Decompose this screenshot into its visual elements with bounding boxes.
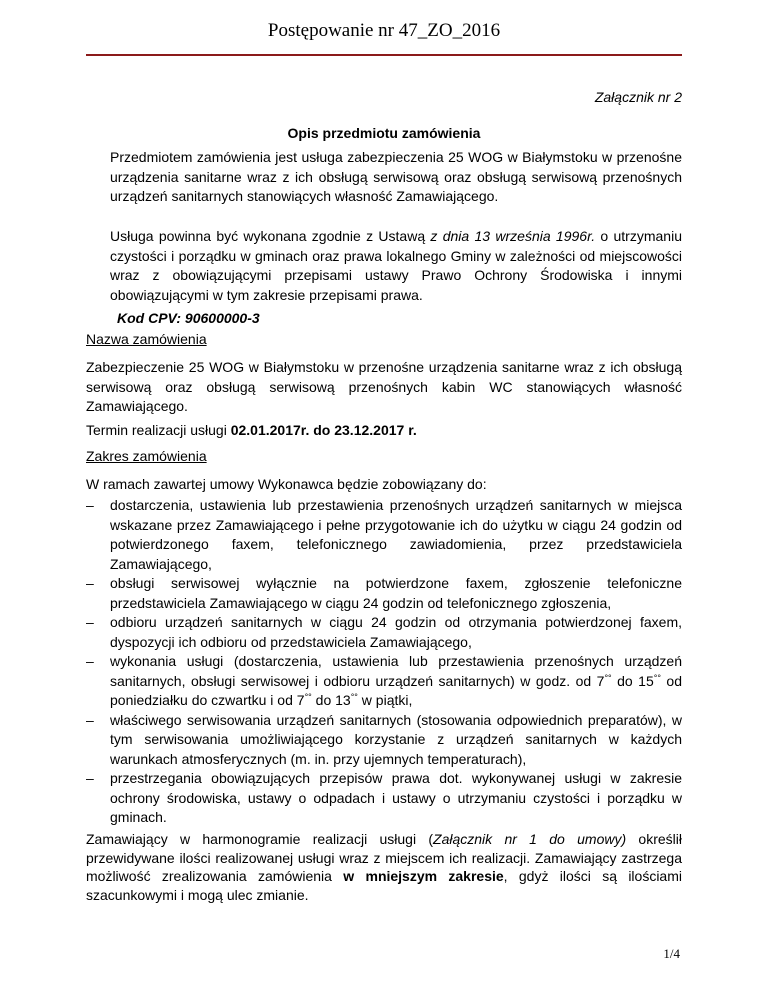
list-item-text: obsługi serwisowej wyłącznie na potwierdzone faxem, zgłoszenie telefoniczne przedstawiciela Zamawiającego w ciągu 24 godzin od telefonicznego zgłoszenia, [110,575,682,611]
dash-bullet: – [86,497,94,513]
page-header-title: Postępowanie nr 47_ZO_2016 [267,20,501,41]
list-item [86,496,682,574]
list-item [86,574,682,613]
header-rule [86,54,682,56]
hours-sup-4: °° [350,692,358,702]
document-title: Opis przedmiotu zamówienia [287,125,481,141]
obligations-list [86,496,682,828]
dash-bullet: – [86,614,94,630]
termin-line [86,421,682,441]
dash-bullet: – [86,770,94,786]
termin-dates: 02.01.2017r. do 23.12.2017 r. [230,422,417,438]
hours-sup-2: °° [653,672,661,683]
hours-text-a: wykonania usługi (dostarczenia, ustawienia lub przestawienia przenośnych urządzeń sanitarnych, obsługi serwisowej i odbioru urządzeń sanitarnych) w godz. od 7 [110,653,682,689]
legal-text-c: o utrzymaniu czystości i porządku w gminach oraz prawa lokalnego Gminy w zależności od miejscowości wraz z obowiązującymi przepisami ustawy Prawo Ochrony Środowiska i innymi obowiązującymi w tym zakresie przepisami prawa. [110,228,682,303]
list-item-text: właściwego serwisowania urządzeń sanitarnych (stosowania odpowiednich preparatów), w tym serwisowania umożliwiającego korzystanie z urządzeń sanitarnych w każdych warunkach atmosferycznych (m. in. przy ujemnych temperaturach), [110,711,682,767]
schedule-paragraph [86,830,682,904]
termin-prefix: Termin realizacji usługi [86,422,231,438]
hours-text-b: do 15 [611,672,654,689]
hours-text-d: do 13 [311,692,351,708]
hours-text-c: od poniedziałku do czwartku i od 7 [110,672,682,708]
cpv-code: Kod CPV: 90600000-3 [117,310,260,326]
schedule-text-e: , gdyż ilości są ilościami szacunkowymi i mogą ulec zmianie. [86,868,682,903]
nazwa-paragraph: Zabezpieczenie 25 WOG w Białymstoku w przenośne urządzenia sanitarne wraz z ich obsługą serwisową oraz obsługą serwisową przenośnych kabin WC stanowiących własność Zamawiającego. [86,359,682,414]
list-item-text [110,653,682,708]
schedule-annex-ref: Załącznik nr 1 do umowy) [433,831,627,847]
hours-text-e: w piątki, [357,692,413,708]
nazwa-heading: Nazwa zamówienia [86,331,207,347]
legal-text-a: Usługa powinna być wykonana zgodnie z Ustawą [110,228,431,244]
list-item-text: odbioru urządzeń sanitarnych w ciągu 24 godzin od otrzymania potwierdzonej faxem, dyspozycji ich odbioru od przedstawiciela Zamawiającego, [110,614,682,650]
dash-bullet: – [86,653,94,669]
schedule-bold: w mniejszym zakresie [343,868,504,884]
hours-sup-1: °° [604,672,612,683]
legal-date: z dnia 13 września 1996r. [430,228,596,244]
list-item [86,613,682,652]
list-item-text: dostarczenia, ustawienia lub przestawienia przenośnych urządzeń sanitarnych w miejsca wskazane przez Zamawiającego i pełne przygotowanie ich do użytku w ciągu 24 godzin od potwierdzonego faxem, telefonicznego zawiadomienia, przez przedstawiciela Zamawiającego, [110,497,682,572]
intro-paragraph: Przedmiotem zamówienia jest usługa zabezpieczenia 25 WOG w Białymstoku w przenośne urządzenia sanitarne wraz z ich obsługą serwisową oraz obsługą serwisową przenośnych urządzeń sanitarnych stanowiących własność Zamawiającego. [110,149,682,204]
dash-bullet: – [86,575,94,591]
ramach-line: W ramach zawartej umowy Wykonawca będzie zobowiązany do: [86,476,487,492]
list-item-text: przestrzegania obowiązujących przepisów prawa dot. wykonywanej usługi w zakresie ochrony środowiska, ustawy o odpadach i ustawy o utrzymaniu czystości i porządku w gminach. [110,770,682,825]
page-number: 1/4 [663,946,680,961]
list-item [86,711,682,770]
hours-sup-3: °° [304,692,312,702]
annex-label: Załącznik nr 2 [594,89,682,105]
zakres-heading: Zakres zamówienia [86,448,207,464]
list-item [86,652,682,711]
dash-bullet: – [86,711,94,728]
schedule-text-c: określił przewidywane ilości realizowanej usługi wraz z miejscem ich realizacji. Zamawiający zastrzega możliwość zrealizowania zamówienia [86,831,682,884]
legal-basis-paragraph [110,227,682,305]
schedule-text-a: Zamawiający w harmonogramie realizacji usługi ( [86,831,434,847]
list-item [86,769,682,828]
